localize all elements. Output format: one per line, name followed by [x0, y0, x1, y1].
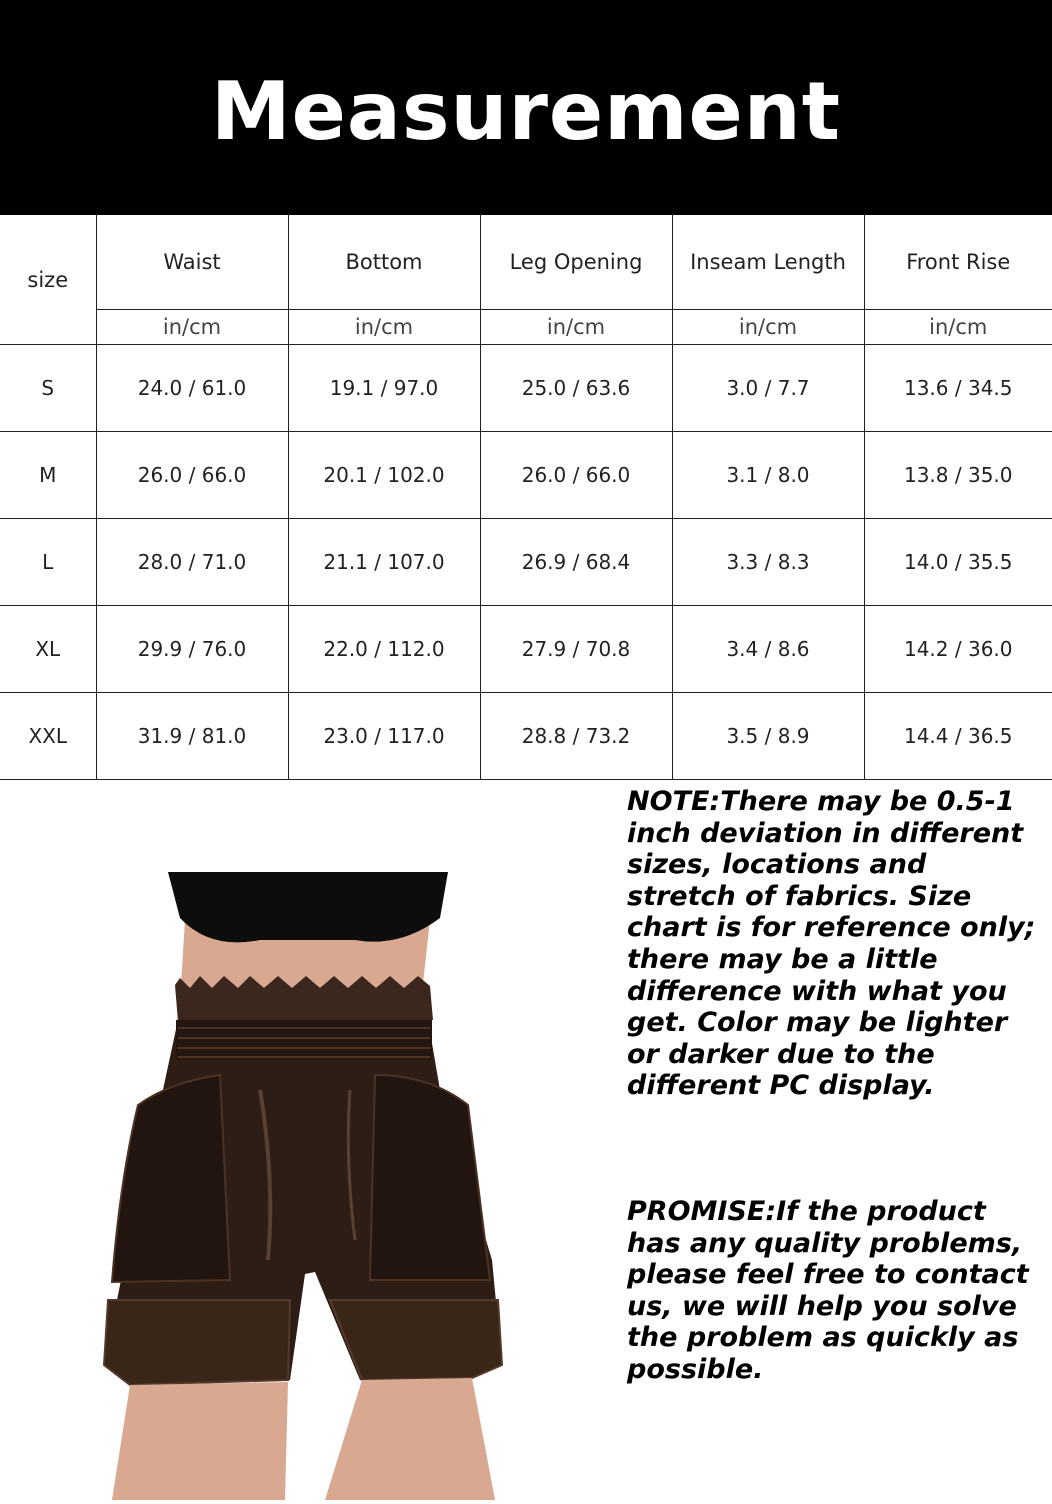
table-cell: 23.0 / 117.0: [288, 693, 480, 780]
unit-label: in/cm: [864, 310, 1052, 345]
table-cell: 14.2 / 36.0: [864, 606, 1052, 693]
column-header-front-rise: Front Rise: [864, 215, 1052, 310]
crop-top: [168, 872, 448, 942]
table-cell: 20.1 / 102.0: [288, 432, 480, 519]
column-header-bottom: Bottom: [288, 215, 480, 310]
table-cell: 14.4 / 36.5: [864, 693, 1052, 780]
elastic-band: [176, 1020, 432, 1060]
header-banner: [0, 0, 1052, 215]
pocket-left: [112, 1075, 230, 1282]
unit-label: in/cm: [480, 310, 672, 345]
table-cell: 3.5 / 8.9: [672, 693, 864, 780]
unit-label: in/cm: [672, 310, 864, 345]
table-cell: 14.0 / 35.5: [864, 519, 1052, 606]
table-cell: 29.9 / 76.0: [96, 606, 288, 693]
table-cell: 31.9 / 81.0: [96, 693, 288, 780]
unit-label: in/cm: [288, 310, 480, 345]
table-cell: 3.1 / 8.0: [672, 432, 864, 519]
pocket-right: [370, 1075, 490, 1280]
table-row: [0, 606, 1052, 693]
table-cell: 26.0 / 66.0: [96, 432, 288, 519]
size-cell: XXL: [0, 693, 96, 780]
size-cell: M: [0, 432, 96, 519]
table-cell: 26.9 / 68.4: [480, 519, 672, 606]
table-row: [0, 345, 1052, 432]
shorts-illustration: [100, 860, 510, 1500]
table-cell: 3.4 / 8.6: [672, 606, 864, 693]
table-row: [0, 693, 1052, 780]
column-header-inseam-length: Inseam Length: [672, 215, 864, 310]
table-cell: 25.0 / 63.6: [480, 345, 672, 432]
cuff-left: [104, 1300, 290, 1385]
table-cell: 13.8 / 35.0: [864, 432, 1052, 519]
table-cell: 28.8 / 73.2: [480, 693, 672, 780]
column-header-waist: Waist: [96, 215, 288, 310]
table-cell: 28.0 / 71.0: [96, 519, 288, 606]
table-unit-row: [0, 310, 1052, 345]
table-cell: 13.6 / 34.5: [864, 345, 1052, 432]
unit-label: in/cm: [96, 310, 288, 345]
table-row: [0, 519, 1052, 606]
product-photo: [100, 860, 510, 1500]
size-cell: XL: [0, 606, 96, 693]
table-cell: 22.0 / 112.0: [288, 606, 480, 693]
column-header-leg-opening: Leg Opening: [480, 215, 672, 310]
size-column-header: size: [0, 215, 96, 345]
size-cell: S: [0, 345, 96, 432]
table-header-row: [0, 215, 1052, 310]
table-cell: 24.0 / 61.0: [96, 345, 288, 432]
size-chart-table: [0, 215, 1052, 780]
table-cell: 21.1 / 107.0: [288, 519, 480, 606]
table-cell: 27.9 / 70.8: [480, 606, 672, 693]
thigh-left: [112, 1382, 288, 1500]
promise-text: PROMISE:If the product has any quality problems, please feel free to contact us, we will help you solve the problem as quickly as possible.: [627, 1196, 1029, 1385]
size-cell: L: [0, 519, 96, 606]
note-text: NOTE:There may be 0.5-1 inch deviation in different sizes, locations and stretch of fabrics. Size chart is for reference only; there may be a little difference with what you get. Color may be lighter or darker due to the different PC display.: [627, 786, 1036, 1102]
table-row: [0, 432, 1052, 519]
table-cell: 26.0 / 66.0: [480, 432, 672, 519]
table-cell: 19.1 / 97.0: [288, 345, 480, 432]
page-title: Measurement: [211, 65, 841, 158]
table-cell: 3.3 / 8.3: [672, 519, 864, 606]
thigh-right: [325, 1378, 495, 1500]
table-cell: 3.0 / 7.7: [672, 345, 864, 432]
